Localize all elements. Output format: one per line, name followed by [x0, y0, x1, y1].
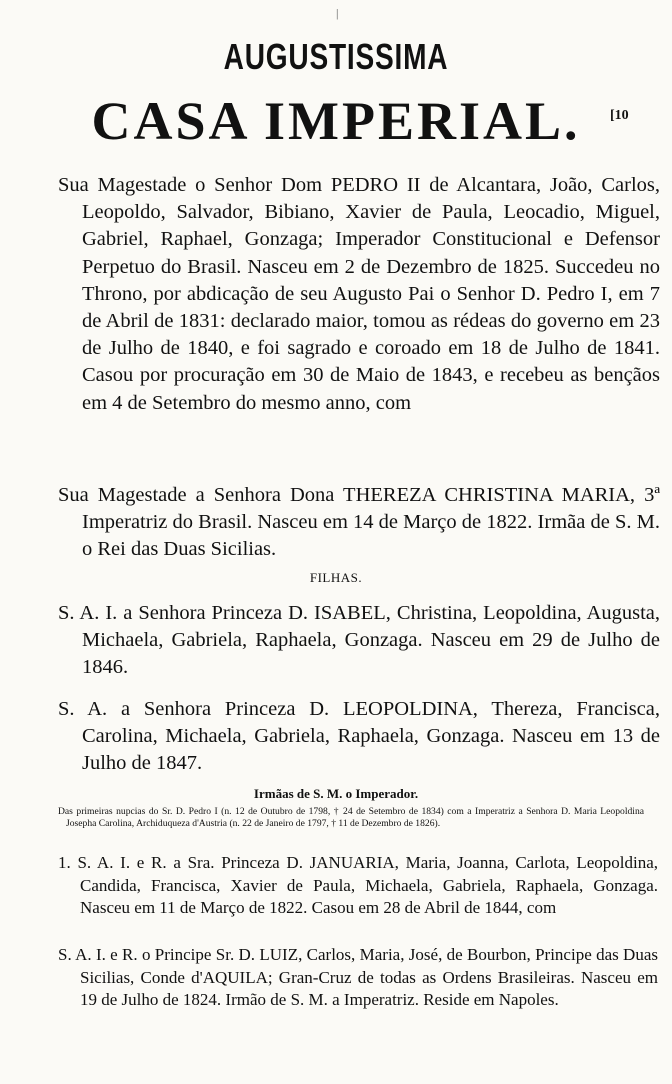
heading-filhas: FILHAS.: [309, 570, 363, 585]
entry-luiz: S. A. I. e R. o Principe Sr. D. LUIZ, Carlos, Maria, José, de Bourbon, Principe das Duas Sicilias, Conde d'AQUILA; Gran-Cruz de todas as Ordens Brasileiras. Nasceu em 19 de Julho de 1824. Irmão de S. M. a Imperatriz. Reside em Napoles.: [58, 945, 658, 1010]
entry-empress: Sua Magestade a Senhora Dona THEREZA CHRISTINA MARIA, 3ª Imperatriz do Brasil. Nasceu em 14 de Março de 1822. Irmãa de S. M. o Rei das Duas Sicilias.: [58, 484, 660, 561]
title-casa-imperial: CASA IMPERIAL.: [91, 91, 581, 151]
entry-isabel: S. A. I. a Senhora Princeza D. ISABEL, Christina, Leopoldina, Augusta, Michaela, Gabriela, Raphaela, Gonzaga. Nasceu em 29 de Julho de 1846.: [58, 602, 660, 679]
entry-januaria: 1. S. A. I. e R. a Sra. Princeza D. JANUARIA, Maria, Joanna, Carlota, Leopoldina, Candida, Francisca, Xavier de Paula, Michaela, Gabriela, Raphaela, Gonzaga. Nasceu em 11 de Março de 1822. Casou em 28 de Abril de 1844, com: [58, 853, 658, 918]
title-augustissima: AUGUSTISSIMA: [223, 36, 449, 77]
entry-leopoldina: S. A. a Senhora Princeza D. LEOPOLDINA, Thereza, Francisca, Carolina, Michaela, Gabriela, Raphaela, Gonzaga. Nasceu em 13 de Julho de 1847.: [58, 698, 660, 775]
note-first-marriage: Das primeiras nupcias do Sr. D. Pedro I (n. 12 de Outubro de 1798, † 24 de Setembro de 1834) com a Imperatriz a Senhora D. Maria Leopoldina Josepha Carolina, Archiduqueza d'Austria (n. 22 de Janeiro de 1797, † 11 de Dezembro de 1826).: [58, 806, 644, 829]
page-number: [10: [610, 108, 629, 123]
heading-irmaas: Irmãas de S. M. o Imperador.: [253, 786, 419, 801]
entry-emperor: Sua Magestade o Senhor Dom PEDRO II de Alcantara, João, Carlos, Leopoldo, Salvador, Bibiano, Xavier de Paula, Leocadio, Miguel, Gabriel, Raphael, Gonzaga; Imperador Constitucional e Defensor Perpetuo do Brasil. Nasceu em 2 de Dezembro de 1825. Succedeu no Throno, por abdicação de seu Augusto Pai o Senhor D. Pedro I, em 7 de Abril de 1831: declarado maior, tomou as rédeas do governo em 23 de Julho de 1840, e foi sagrado e coroado em 18 de Julho de 1841. Casou por procuração em 30 de Maio de 1843, e recebeu as bençãos em 4 de Setembro do mesmo anno, com: [58, 174, 660, 414]
top-mark: |: [336, 6, 339, 20]
